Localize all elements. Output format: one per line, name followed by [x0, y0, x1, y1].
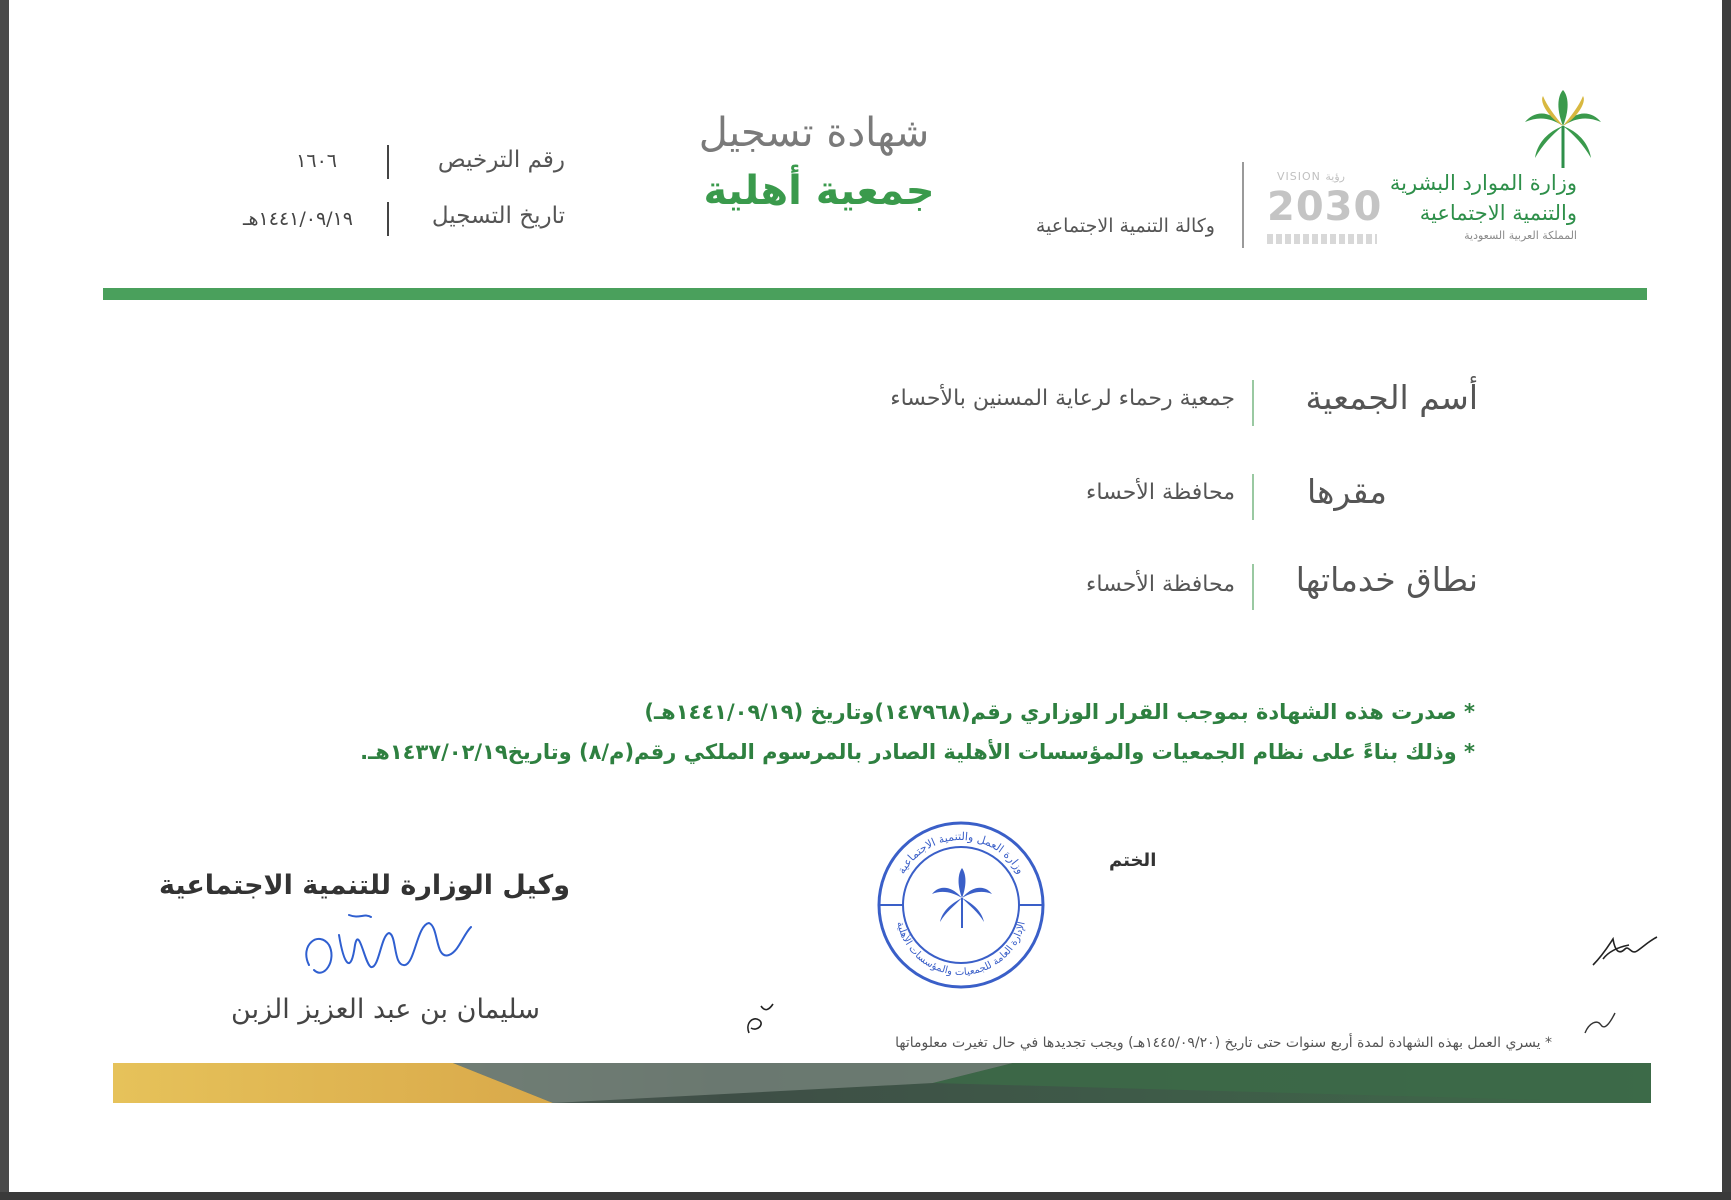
svg-text:وزارة العمل والتنمية الاجتماعي: وزارة العمل والتنمية الاجتماعية [894, 829, 1028, 877]
vision-label: VISION رؤية [1277, 170, 1345, 183]
license-divider [387, 145, 389, 179]
association-name-divider [1252, 380, 1254, 426]
frame-left-edge [0, 0, 9, 1200]
ministry-country: المملكة العربية السعودية [1464, 229, 1577, 242]
logo-divider [1242, 162, 1244, 248]
signer-name: سليمان بن عبد العزيز الزبن [231, 994, 540, 1025]
headquarters-value: محافظة الأحساء [1086, 480, 1235, 505]
frame-right-edge [1722, 0, 1731, 1200]
handwritten-initial-mark-3 [1579, 1005, 1619, 1040]
headquarters-divider [1252, 474, 1254, 520]
association-name-label: أسم الجمعية [1305, 378, 1478, 417]
seal-label: الختم [1109, 850, 1157, 871]
license-number: ١٦٠٦ [296, 150, 337, 172]
ministry-name: وزارة الموارد البشرية والتنمية الاجتماعية [1389, 171, 1577, 225]
frame-bottom-edge [0, 1192, 1731, 1200]
license-label: رقم الترخيص [437, 147, 565, 173]
handwritten-initial-mark-2 [1589, 925, 1659, 975]
agency-name: وكالة التنمية الاجتماعية [1035, 215, 1215, 237]
ministry-palm-logo [1519, 88, 1603, 172]
certificate-subtitle: جمعية أهلية [703, 168, 935, 214]
svg-text:الإدارة العامة للجمعيات والمؤس: الإدارة العامة للجمعيات والمؤسسات الأهلية [894, 920, 1028, 979]
association-name-value: جمعية رحماء لرعاية المسنين بالأحساء [890, 386, 1235, 411]
bottom-decorative-band [113, 1063, 1651, 1103]
validity-note: * يسري العمل بهذه الشهادة لمدة أربع سنوات حتى تاريخ (١٤٤٥/٠٩/٢٠هـ) ويجب تجديدها في حال تغيرت معلوماتها [895, 1035, 1552, 1051]
official-seal [874, 818, 1049, 993]
headquarters-label: مقرها [1306, 472, 1387, 511]
registration-date-label: تاريخ التسجيل [431, 203, 565, 229]
handwritten-initial-mark [739, 998, 779, 1038]
vision-subtext-mark [1267, 234, 1377, 244]
registration-date-value: ١٤٤١/٠٩/١٩هـ [242, 208, 353, 230]
certificate-title: شهادة تسجيل [698, 110, 930, 156]
vision-2030-logo [1267, 170, 1383, 252]
certificate-page [9, 0, 1722, 1192]
regulation-note: * وذلك بناءً على نظام الجمعيات والمؤسسات الأهلية الصادر بالمرسوم الملكي رقم(م/٨) وتاريخ١٤٣٧/٠٢/١٩هـ. [360, 740, 1475, 764]
decision-note: * صدرت هذه الشهادة بموجب القرار الوزاري رقم(١٤٧٩٦٨)وتاريخ (١٤٤١/٠٩/١٩هـ) [644, 700, 1475, 724]
vision-year: 2030 [1267, 184, 1383, 230]
service-scope-divider [1252, 564, 1254, 610]
registration-date-divider [387, 202, 389, 236]
header-green-rule [103, 288, 1647, 300]
service-scope-label: نطاق خدماتها [1295, 560, 1478, 599]
handwritten-signature [289, 905, 479, 995]
service-scope-value: محافظة الأحساء [1086, 572, 1235, 597]
signer-title: وكيل الوزارة للتنمية الاجتماعية [158, 870, 570, 901]
